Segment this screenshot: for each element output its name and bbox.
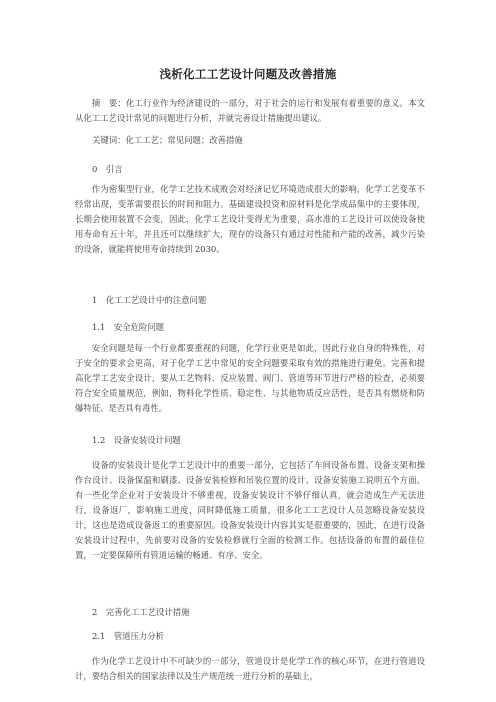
section-2-heading: 2 完善化工工艺设计措施 (92, 607, 190, 617)
section-1-heading: 1 化工工艺设计中的注意问题 (92, 295, 207, 305)
section-1-1-heading: 1.1 安全危险问题 (92, 322, 164, 332)
keywords-line: 关键词：化工工艺；常见问题；改善措施 (92, 135, 243, 145)
section-2-1-paragraph: 作为化学工艺设计中不可缺少的一部分，管道设计是化学工作的核心环节，在进行管道设计，要结合相关的国家法律以及生产规范统一进行分析的基础上， (75, 656, 425, 681)
section-0-heading: 0 引言 (92, 164, 123, 174)
section-1-2-heading: 1.2 设备安装设计问题 (92, 435, 181, 445)
section-1-1-paragraph: 安全问题是每一个行业都要重视的问题，化学行业更是如此，因此行业自身的特殊性，对于安全的要求会更高，对于化学工艺中常见的安全问题要采取有效的措施进行避免。完善和提高化学工艺安全设计，要从工艺物料、反应装置、阀门、管道等环节进行严格的检查，必须要符合安全质量规范，例如，物料化学性质、稳定性、与其他物质反应活性，是否具有燃烧和防爆特征、是否具有毒性。 (75, 343, 425, 413)
section-0-paragraph: 作为密集型行业，化学工艺技术成败会对经济记忆环境造成很大的影响，化学工艺变革不经常出现，变革需要很长的时间和阻力。基础建设投资和原材料是化学成品集中的主要体现，长期会使用装置不会变，因此，化学工艺设计变得尤为重要，高水准的工艺设计可以使设备使用寿命有五十年，并且还可以继续扩大，现存的设备只有通过对性能和产能的改善，减少污染的设备，就能将使用寿命持续到 2030。 (75, 184, 425, 254)
document-title: 浅析化工工艺设计问题及改善措施 (159, 67, 337, 81)
section-2-1-heading: 2.1 管道压力分析 (92, 631, 164, 641)
section-1-2-paragraph: 设备的安装设计是化学工艺设计中的重要一部分，它包括了车间设备布置、设备支架和操作台设计、设备保温和刷漆、设备安装检修和吊装位置的设计、设备安装施工说明五个方面。有一些化学企业对于安装设计不够重视，设备安装设计不够仔细认真，就会造成生产无法进行，设备返厂，影响施工进度，同时降低施工质量，很多化工工艺设计人员忽略设备安装设计，这也是造成设备返工的重要原因。设备安装设计内容其实是很重要的，因此，在进行设备安装设计过程中，先前要对设备的安装检修就行全面的检测工作。包括设备的布置的最佳位置，一定要保障所有管道运输的畅通、有序、安全。 (75, 460, 425, 560)
abstract-paragraph: 摘 要：化工行业作为经济建设的一部分，对于社会的运行和发展有着重要的意义。本文从化工工艺设计常见的问题进行分析，并就完善设计措施提出建议。 (75, 98, 425, 123)
